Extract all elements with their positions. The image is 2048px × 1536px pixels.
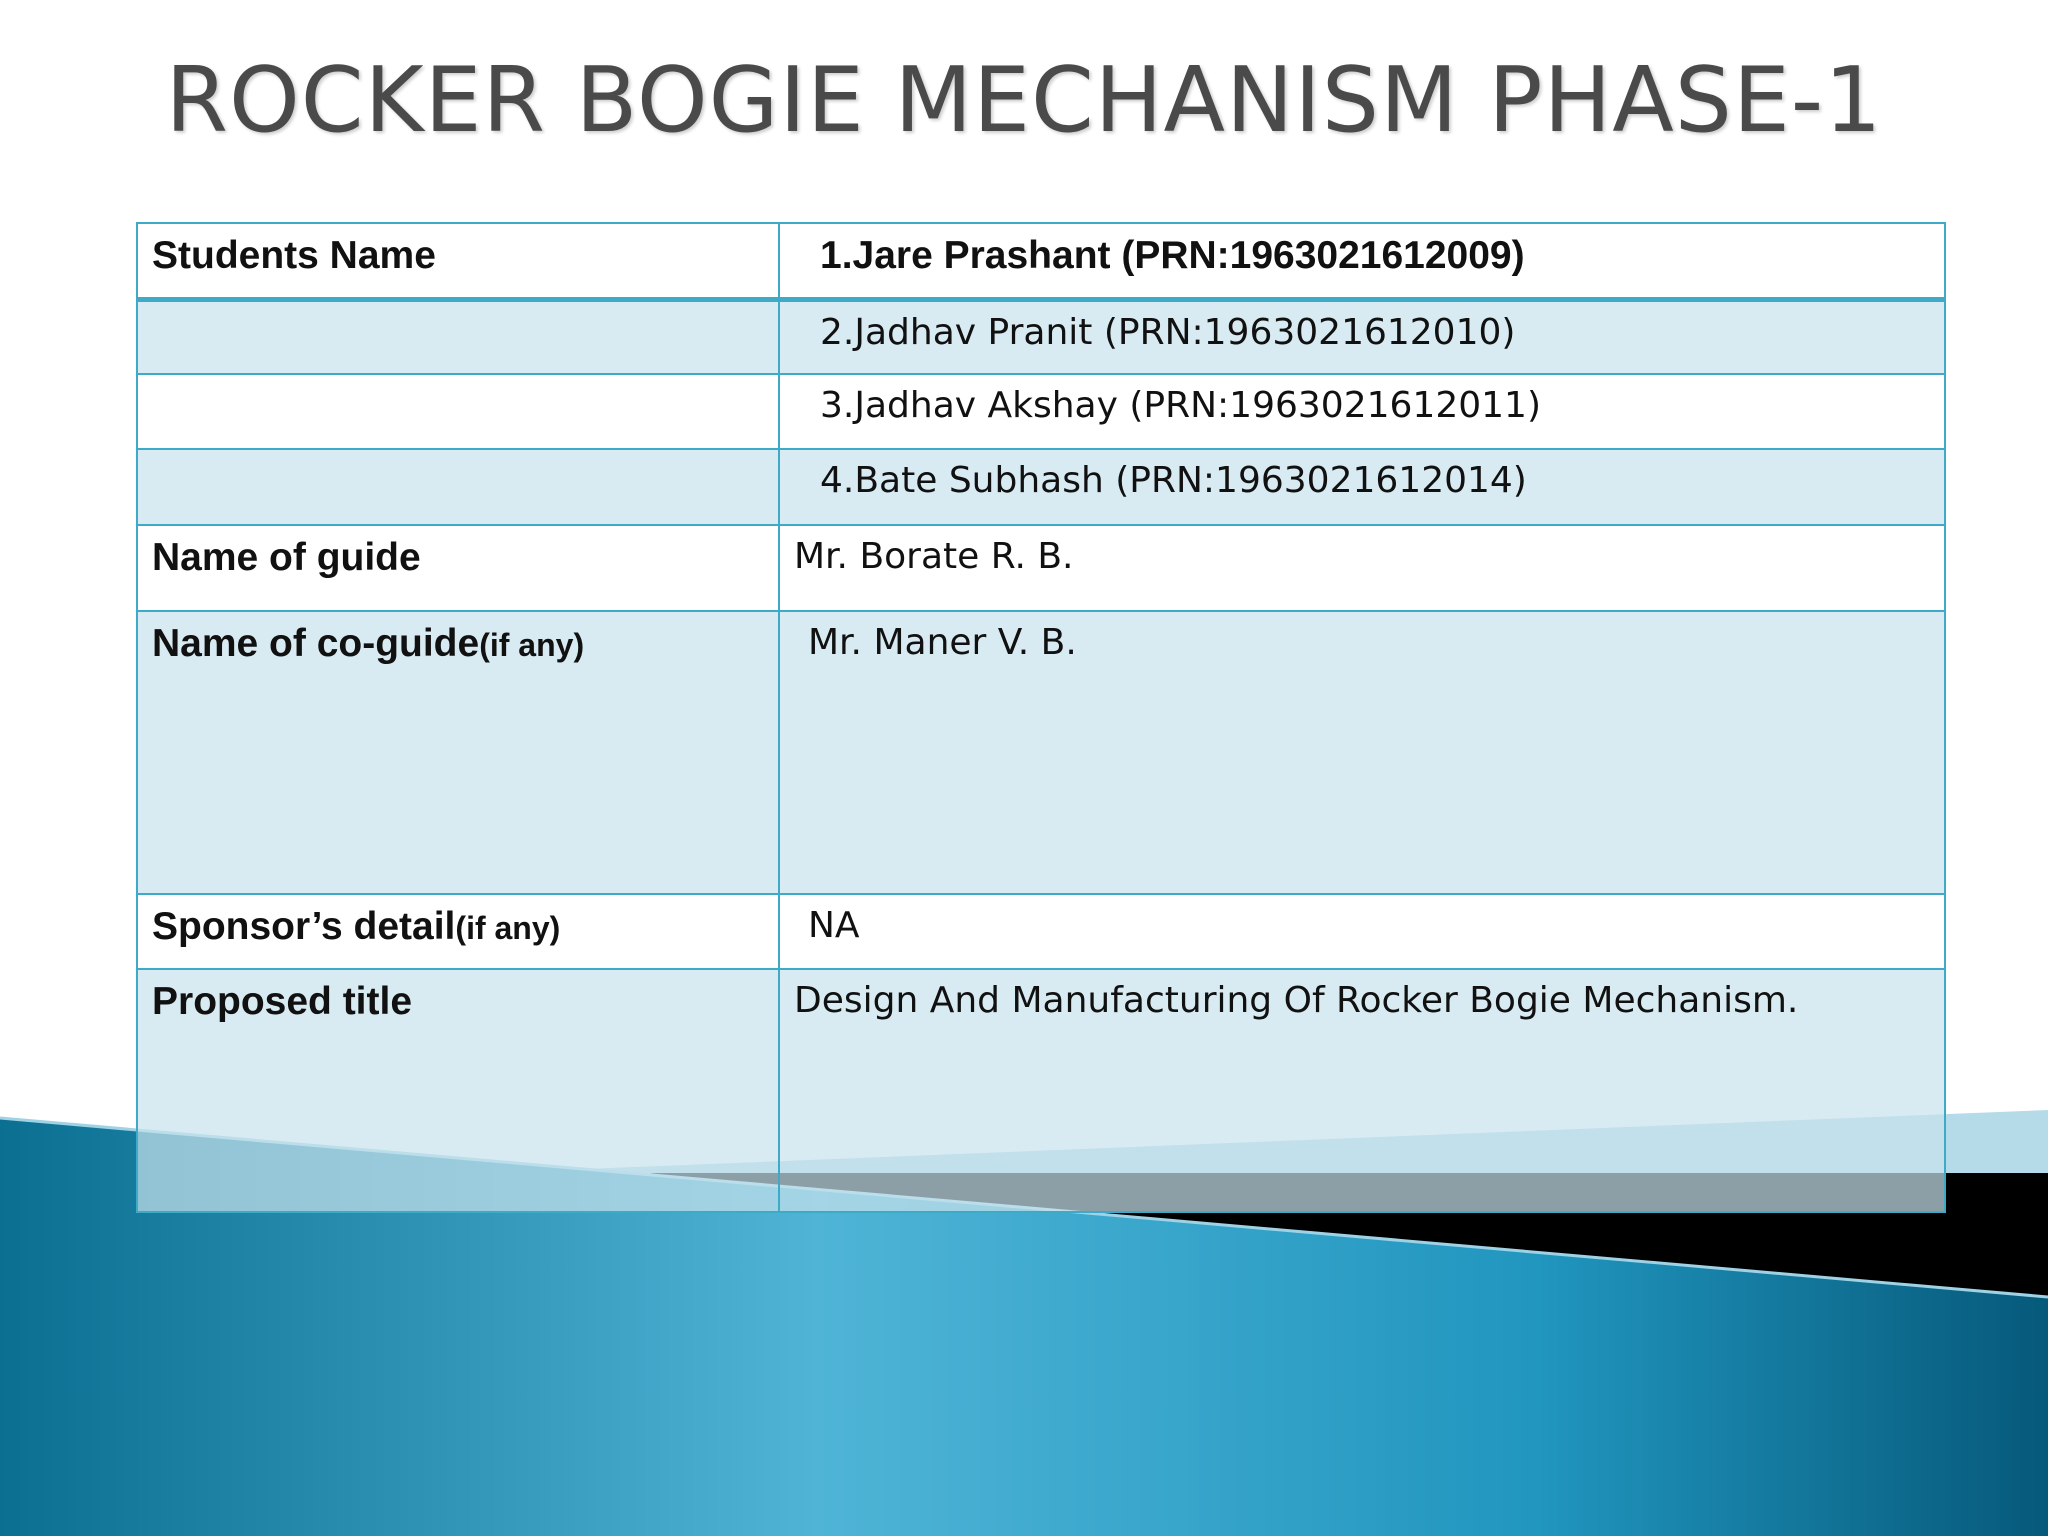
- table-row: [137, 223, 1945, 299]
- table-row: [137, 894, 1945, 969]
- table-row: [137, 299, 1945, 374]
- co-guide-value: Mr. Maner V. B.: [779, 611, 1945, 894]
- student-2: 2.Jadhav Pranit (PRN:1963021612010): [779, 299, 1945, 374]
- student-3: 3.Jadhav Akshay (PRN:1963021612011): [779, 374, 1945, 449]
- label-guide: Name of guide: [137, 525, 779, 611]
- co-guide-label: Name of co-guide: [152, 622, 480, 665]
- student-1: 1.Jare Prashant (PRN:1963021612009): [779, 223, 1945, 299]
- table-row: [137, 969, 1945, 1212]
- label-proposed-title: Proposed title: [137, 969, 779, 1212]
- slide-title: ROCKER BOGIE MECHANISM PHASE-1: [165, 48, 1883, 153]
- project-details-table: [136, 222, 1946, 1213]
- sponsor-value: NA: [779, 894, 1945, 969]
- table-row: [137, 611, 1945, 894]
- label-co-guide: [137, 611, 779, 894]
- table-row: [137, 449, 1945, 525]
- label-empty: [137, 449, 779, 525]
- label-empty: [137, 374, 779, 449]
- sponsor-label: Sponsor’s detail: [152, 905, 456, 948]
- sponsor-suffix: (if any): [455, 910, 561, 946]
- co-guide-suffix: (if any): [479, 627, 585, 663]
- student-4: 4.Bate Subhash (PRN:1963021612014): [779, 449, 1945, 525]
- table-row: [137, 525, 1945, 611]
- label-sponsor: [137, 894, 779, 969]
- label-students-name: Students Name: [137, 223, 779, 299]
- table-row: [137, 374, 1945, 449]
- guide-value: Mr. Borate R. B.: [779, 525, 1945, 611]
- proposed-title-value: Design And Manufacturing Of Rocker Bogie Mechanism.: [779, 969, 1945, 1212]
- label-empty: [137, 299, 779, 374]
